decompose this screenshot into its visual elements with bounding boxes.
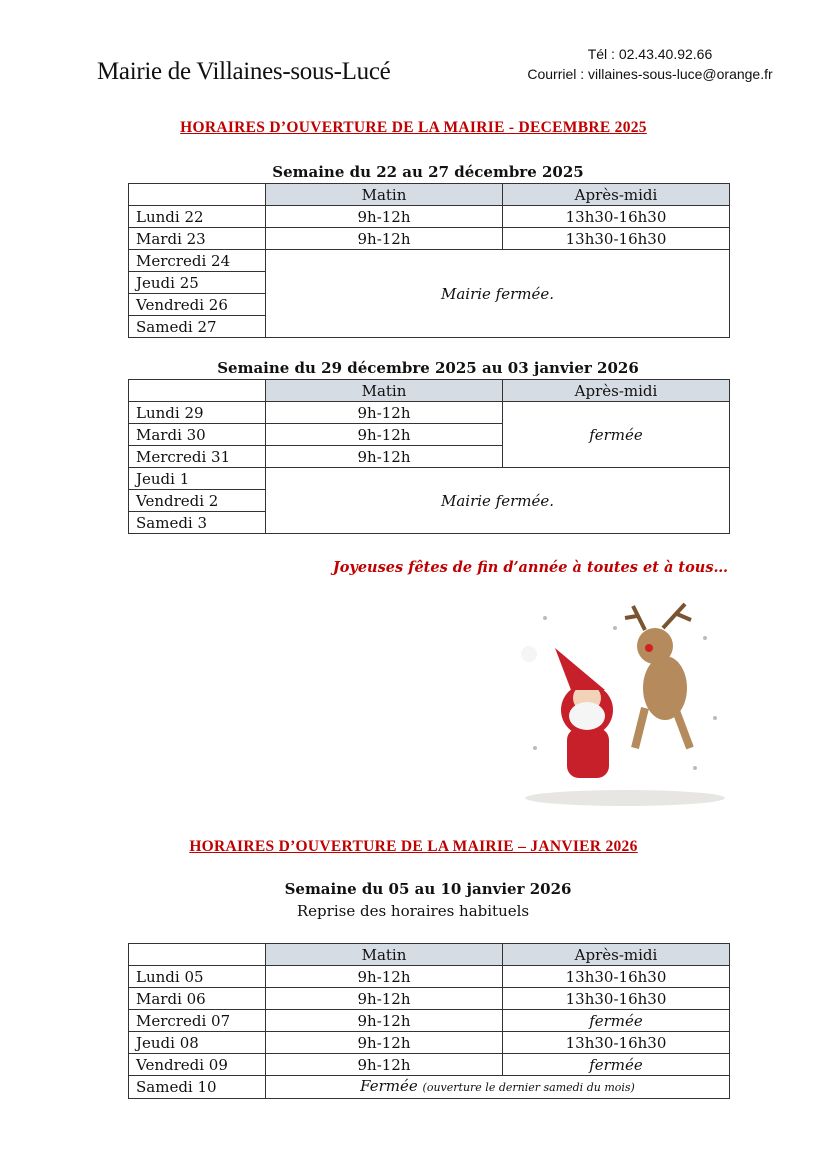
email[interactable]: Courriel : villaines-sous-luce@orange.fr [527, 66, 773, 82]
pm: 13h30-16h30 [503, 206, 730, 228]
week2-table [128, 379, 730, 534]
col-afternoon: Après-midi [503, 944, 730, 966]
day: Mercredi 24 [129, 250, 266, 272]
table-row [129, 468, 730, 490]
week3-subtitle: Reprise des horaires habituels [296, 902, 530, 920]
mairie-logo-text: Mairie de Villaines-sous-Lucé [97, 58, 391, 85]
table-row [129, 1076, 730, 1099]
am: 9h-12h [266, 1032, 503, 1054]
table-row [129, 228, 730, 250]
day: Lundi 05 [129, 966, 266, 988]
day: Lundi 29 [129, 402, 266, 424]
santa-reindeer-illustration [515, 598, 730, 810]
day: Mercredi 07 [129, 1010, 266, 1032]
saturday-closed: Fermée [360, 1077, 418, 1095]
table-row [129, 966, 730, 988]
am: 9h-12h [266, 402, 503, 424]
am: 9h-12h [266, 988, 503, 1010]
day: Lundi 22 [129, 206, 266, 228]
am: 9h-12h [266, 206, 503, 228]
day: Vendredi 26 [129, 294, 266, 316]
day: Mardi 30 [129, 424, 266, 446]
saturday-note [266, 1076, 730, 1099]
table-row [129, 1010, 730, 1032]
phone: Tél : 02.43.40.92.66 [587, 46, 713, 62]
pm-closed: fermée [503, 402, 730, 468]
day: Jeudi 08 [129, 1032, 266, 1054]
col-morning: Matin [266, 184, 503, 206]
pm: 13h30-16h30 [503, 988, 730, 1010]
pm: 13h30-16h30 [503, 966, 730, 988]
day: Mardi 23 [129, 228, 266, 250]
am: 9h-12h [266, 1010, 503, 1032]
week2-title: Semaine du 29 décembre 2025 au 03 janvier 2026 [217, 359, 639, 377]
table-row [129, 988, 730, 1010]
table-row [129, 206, 730, 228]
table-row [129, 1054, 730, 1076]
closed-note: Mairie fermée. [266, 250, 730, 338]
am: 9h-12h [266, 424, 503, 446]
pm: fermée [503, 1054, 730, 1076]
day: Jeudi 1 [129, 468, 266, 490]
day: Samedi 3 [129, 512, 266, 534]
day: Mardi 06 [129, 988, 266, 1010]
col-afternoon: Après-midi [503, 380, 730, 402]
table-row [129, 250, 730, 272]
am: 9h-12h [266, 446, 503, 468]
col-afternoon: Après-midi [503, 184, 730, 206]
day: Vendredi 09 [129, 1054, 266, 1076]
week3-table [128, 943, 730, 1099]
day: Samedi 10 [129, 1076, 266, 1099]
day: Vendredi 2 [129, 490, 266, 512]
table-row [129, 402, 730, 424]
day: Samedi 27 [129, 316, 266, 338]
greeting: Joyeuses fêtes de fin d’année à toutes et à tous… [332, 559, 728, 576]
closed-note: Mairie fermée. [266, 468, 730, 534]
col-morning: Matin [266, 380, 503, 402]
pm: fermée [503, 1010, 730, 1032]
am: 9h-12h [266, 966, 503, 988]
col-morning: Matin [266, 944, 503, 966]
day: Jeudi 25 [129, 272, 266, 294]
pm: 13h30-16h30 [503, 228, 730, 250]
pm: 13h30-16h30 [503, 1032, 730, 1054]
january-title: HORAIRES D’OUVERTURE DE LA MAIRIE – JANVIER 2026 [189, 838, 638, 855]
table-row [129, 1032, 730, 1054]
december-title: HORAIRES D’OUVERTURE DE LA MAIRIE - DECEMBRE 2025 [180, 119, 647, 136]
saturday-detail: (ouverture le dernier samedi du mois) [422, 1081, 635, 1094]
am: 9h-12h [266, 228, 503, 250]
week3-title: Semaine du 05 au 10 janvier 2026 [284, 880, 572, 898]
am: 9h-12h [266, 1054, 503, 1076]
day: Mercredi 31 [129, 446, 266, 468]
week1-table [128, 183, 730, 338]
week1-title: Semaine du 22 au 27 décembre 2025 [272, 163, 584, 181]
